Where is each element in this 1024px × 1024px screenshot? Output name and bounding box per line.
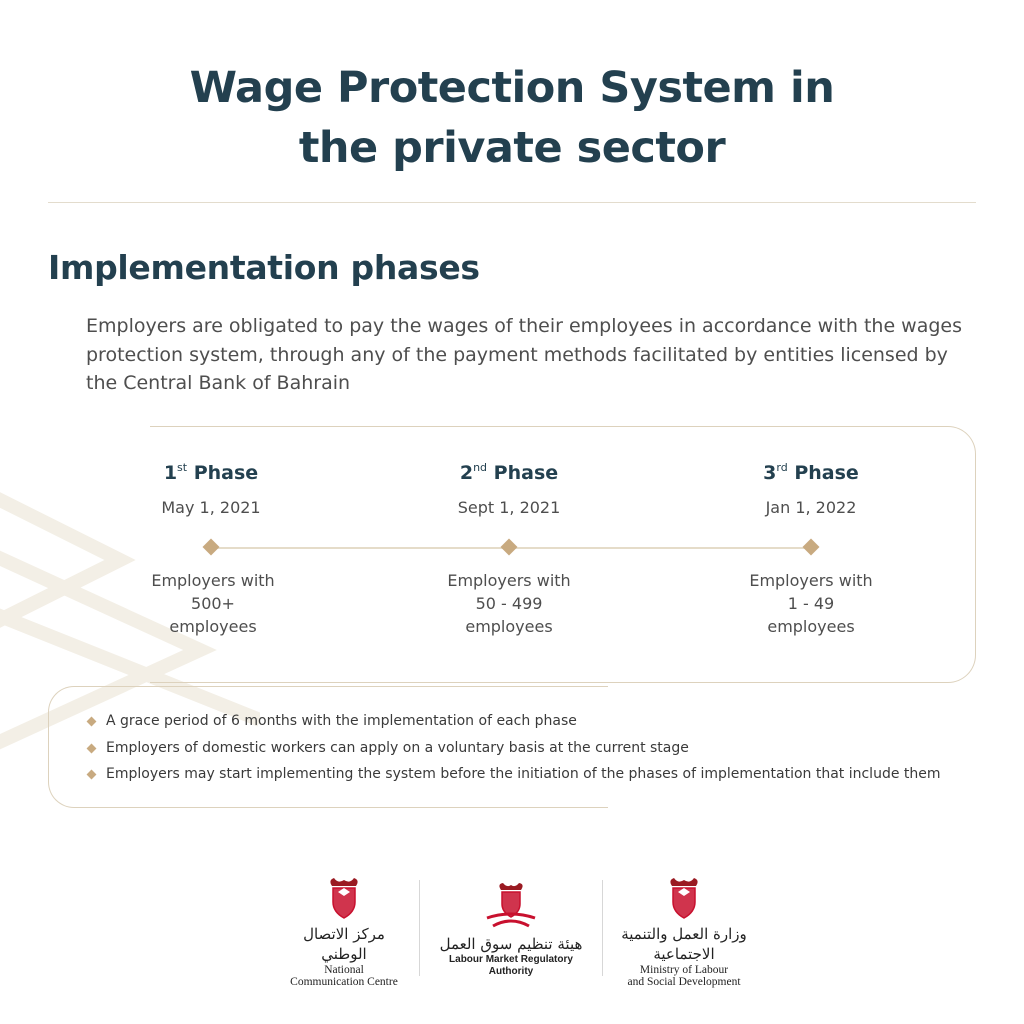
phase-1-label: Phase	[193, 462, 259, 484]
phase-2-date: Sept 1, 2021	[457, 498, 561, 517]
logo-1-arabic: مركز الاتصال الوطني	[303, 925, 385, 963]
logo-2-english-1: Labour Market Regulatory Authority	[449, 954, 573, 977]
phase-1-ordinal: st	[177, 461, 188, 474]
footer-logos	[0, 876, 1024, 986]
phase-3-number: 3	[763, 462, 777, 484]
phase-2-title	[409, 458, 609, 491]
note-text: Employers may start implementing the system before the initiation of the phases of implementation that include them	[106, 766, 941, 782]
phase-3-title	[711, 458, 911, 491]
phase-3-desc-line-3: employees	[767, 617, 855, 636]
diamond-bullet-icon	[87, 743, 97, 753]
page-title-line-2: the private sector	[298, 123, 726, 173]
phase-1-description	[113, 569, 313, 638]
logo-lmra	[436, 882, 586, 978]
logo-1-english-2: Communication Centre	[290, 976, 398, 988]
phase-2	[409, 458, 609, 525]
logo-separator	[602, 880, 603, 976]
phase-2-desc-line-2: 50 - 499	[475, 594, 543, 613]
note-item	[86, 735, 986, 762]
note-text: A grace period of 6 months with the implementation of each phase	[106, 713, 577, 729]
logo-ministry-labour	[620, 876, 748, 988]
phase-3-description	[711, 569, 911, 638]
bahrain-emblem-icon	[483, 882, 539, 930]
phase-1	[111, 458, 311, 525]
note-text: Employers of domestic workers can apply on a voluntary basis at the current stage	[106, 739, 689, 756]
phase-1-desc-line-1: Employers with	[151, 571, 275, 590]
page-title-line-1: Wage Protection System in	[189, 63, 835, 113]
phase-2-ordinal: nd	[473, 461, 488, 474]
phase-3-date: Jan 1, 2022	[765, 498, 857, 517]
section-heading: Implementation phases	[48, 248, 480, 287]
phase-3-label: Phase	[794, 462, 859, 484]
phase-1-desc-line-2: 500+	[191, 594, 235, 613]
note-item	[86, 708, 986, 735]
logo-3-arabic: وزارة العمل والتنمية الاجتماعية	[621, 925, 747, 963]
phase-1-date: May 1, 2021	[161, 498, 261, 517]
logo-1-english-1: National	[324, 964, 364, 976]
logo-3-english-2: and Social Development	[627, 976, 741, 988]
phase-1-number: 1	[163, 462, 178, 484]
phase-3-desc-line-1: Employers with	[749, 571, 873, 590]
phase-1-desc-line-3: employees	[169, 617, 257, 636]
phase-1-title	[111, 458, 311, 491]
note-item	[86, 761, 986, 788]
diamond-bullet-icon	[87, 770, 97, 780]
bahrain-emblem-icon	[664, 876, 704, 920]
diamond-bullet-icon	[87, 717, 97, 727]
phase-3	[711, 458, 911, 525]
phase-2-desc-line-1: Employers with	[447, 571, 571, 590]
bahrain-emblem-icon	[324, 876, 364, 920]
phase-2-number: 2	[459, 462, 474, 484]
title-divider	[48, 202, 976, 203]
phase-2-desc-line-3: employees	[465, 617, 553, 636]
page-title	[0, 58, 1024, 178]
phase-2-label: Phase	[493, 462, 559, 484]
phase-2-description	[409, 569, 609, 638]
logo-2-arabic: هيئة تنظيم سوق العمل	[439, 935, 583, 953]
logo-national-communication-centre	[286, 876, 402, 988]
intro-paragraph: Employers are obligated to pay the wages of their employees in accordance with the wages protection system, through any of the payment methods facilitated by entities licensed by the Central Bank of Bahrain	[86, 315, 963, 394]
phase-3-ordinal: rd	[776, 461, 788, 474]
logo-3-english-1: Ministry of Labour	[639, 964, 729, 976]
notes-list	[86, 708, 986, 788]
phase-3-desc-line-2: 1 - 49	[787, 594, 835, 613]
logo-separator	[419, 880, 420, 976]
